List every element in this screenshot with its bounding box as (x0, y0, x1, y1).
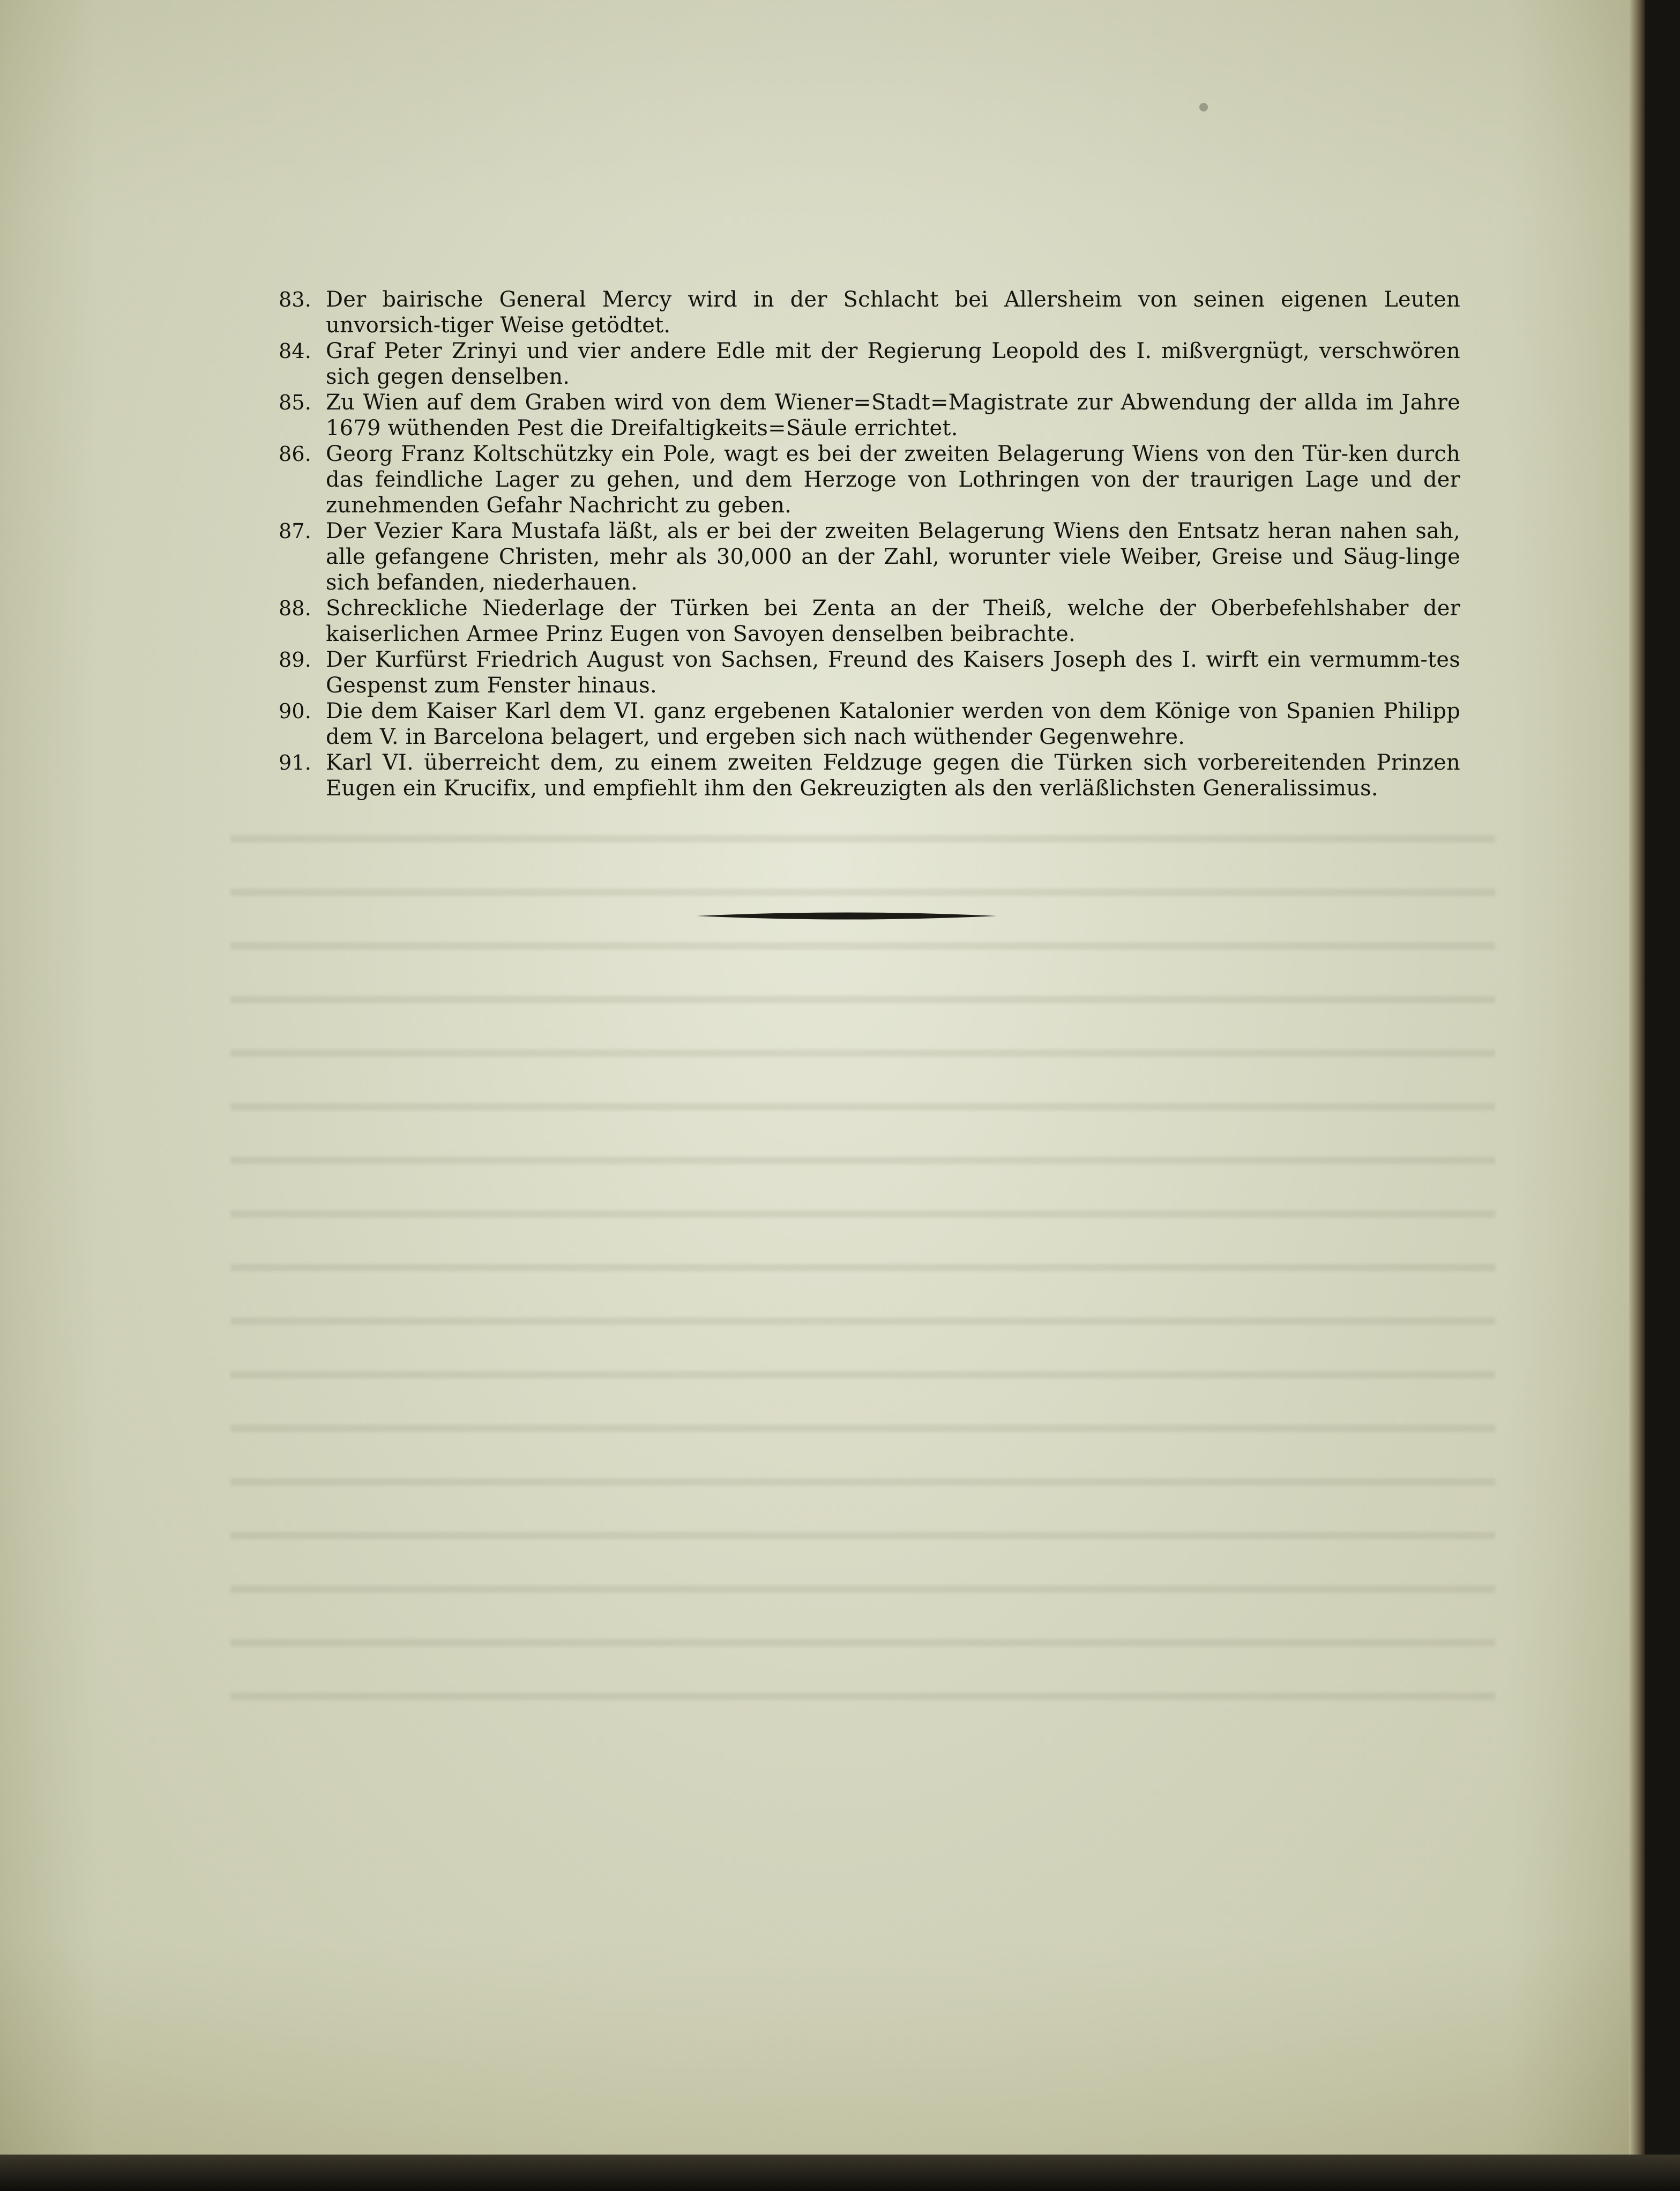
entry-number: 90. (279, 699, 312, 723)
entry-83 (279, 287, 1460, 338)
entry-number: 86. (279, 442, 312, 466)
entry-number: 85. (279, 391, 312, 414)
entry-text: Der Vezier Kara Mustafa läßt, als er bei der zweiten Belagerung Wiens den Entsatz heran nahen sah, alle gefangene Christen, mehr als 30,000 an der Zahl, worunter viele Weiber, Greise und Säug-linge sich befanden, niederhauen. (326, 519, 1460, 595)
entry-list (279, 287, 1460, 801)
entry-number: 87. (279, 519, 312, 543)
entry-text: Georg Franz Koltschützky ein Pole, wagt es bei der zweiten Belagerung Wiens von den Tür-ken durch das feindliche Lager zu gehen, und dem Herzoge von Lothringen von der traurigen Lage und der zunehmenden Gefahr Nachricht zu geben. (326, 442, 1460, 518)
entry-text: Die dem Kaiser Karl dem VI. ganz ergebenen Katalonier werden von dem Könige von Spanien Philipp dem V. in Barcelona belagert, und ergeben sich nach wüthender Gegenwehre. (326, 699, 1460, 749)
entry-number: 88. (279, 597, 312, 620)
entry-number: 84. (279, 339, 312, 363)
entry-88 (279, 595, 1460, 647)
entry-text: Der Kurfürst Friedrich August von Sachsen, Freund des Kaisers Joseph des I. wirft ein vermumm-tes Gespenst zum Fenster hinaus. (326, 647, 1460, 698)
bottom-edge-shadow (0, 2155, 1680, 2191)
entry-85 (279, 390, 1460, 441)
ornamental-rule (697, 911, 997, 921)
entry-89 (279, 647, 1460, 698)
page-edge-shadow (1629, 0, 1645, 2155)
entry-87 (279, 518, 1460, 595)
entry-text: Graf Peter Zrinyi und vier andere Edle mit der Regierung Leopold des I. mißvergnügt, verschwören sich gegen denselben. (326, 339, 1460, 389)
entry-text: Karl VI. überreicht dem, zu einem zweiten Feldzuge gegen die Türken sich vorbereitenden Prinzen Eugen ein Krucifix, und empfiehlt ihm den Gekreuzigten als den verläßlichsten Generalissimus. (326, 750, 1460, 801)
entry-text: Der bairische General Mercy wird in der Schlacht bei Allersheim von seinen eigenen Leuten unvorsich-tiger Weise getödtet. (326, 287, 1460, 338)
entry-number: 83. (279, 288, 312, 311)
entry-84 (279, 338, 1460, 390)
entry-91 (279, 750, 1460, 801)
entry-90 (279, 698, 1460, 750)
paper-spot (1199, 103, 1208, 111)
entry-number: 89. (279, 648, 312, 672)
entry-86 (279, 441, 1460, 518)
show-through-text (230, 804, 1495, 1742)
entry-number: 91. (279, 751, 312, 774)
entry-text: Zu Wien auf dem Graben wird von dem Wiener=Stadt=Magistrate zur Abwendung der allda im Jahre 1679 wüthenden Pest die Dreifaltigkeits=Säule errichtet. (326, 390, 1460, 441)
entry-text: Schreckliche Niederlage der Türken bei Zenta an der Theiß, welche der Oberbefehlshaber der kaiserlichen Armee Prinz Eugen von Savoyen denselben beibrachte. (326, 596, 1460, 646)
